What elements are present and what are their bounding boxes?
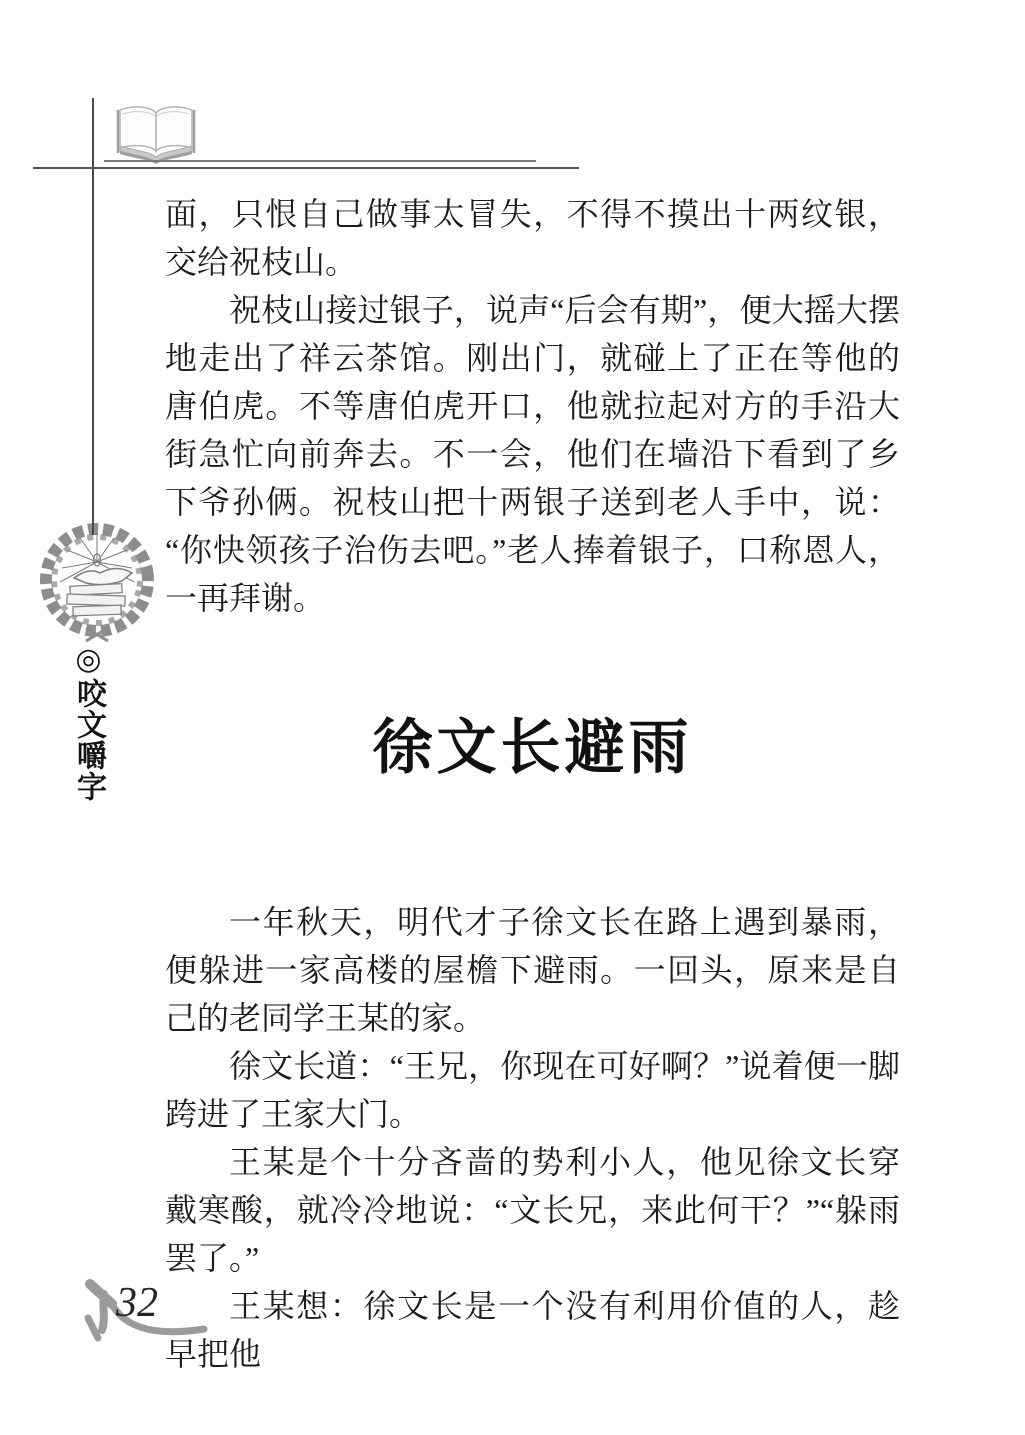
- margin-vertical-rule: [92, 98, 94, 535]
- body-paragraph: 王某是个十分吝啬的势利小人，他见徐文长穿戴寒酸，就冷冷地说：“文长兄，来此何干？”“躲雨罢了。”: [165, 1144, 900, 1276]
- open-book-icon: [112, 104, 200, 164]
- chapter-title: 徐文长避雨: [372, 715, 693, 781]
- body-paragraph: 徐文长道：“王兄，你现在可好啊？”说着便一脚跨进了王家大门。: [165, 1048, 900, 1132]
- header-rule-thin: [104, 160, 536, 162]
- page-number: 32: [116, 1280, 158, 1326]
- body-paragraph: 一年秋天，明代才子徐文长在路上遇到暴雨，便躲进一家高楼的屋檐下避雨。一回头，原来是自己的老同学王某的家。: [165, 904, 900, 1036]
- header-rule-thick: [33, 167, 579, 169]
- body-paragraph: 祝枝山接过银子，说声“后会有期”，便大摇大摆地走出了祥云茶馆。刚出门，就碰上了正在等他的唐伯虎。不等唐伯虎开口，他就拉起对方的手沿大街急忙向前奔去。不一会，他们在墙沿下看到了乡下爷孙俩。祝枝山把十两银子送到老人手中，说：“你快领孩子治伤去吧。”老人捧着银子，口称恩人，一再拜谢。: [165, 292, 900, 616]
- body-paragraph: 王某想：徐文长是一个没有利用价值的人，趁早把他: [165, 1288, 900, 1372]
- body-paragraph: 面，只恨自己做事太冒失，不得不摸出十两纹银，交给祝枝山。: [165, 196, 900, 280]
- chapter-text-block: [165, 898, 900, 1378]
- laurel-wreath-lamp-books-emblem: [34, 516, 160, 654]
- continuation-text-block: [165, 190, 900, 622]
- series-label: ◎咬文嚼字: [72, 642, 105, 802]
